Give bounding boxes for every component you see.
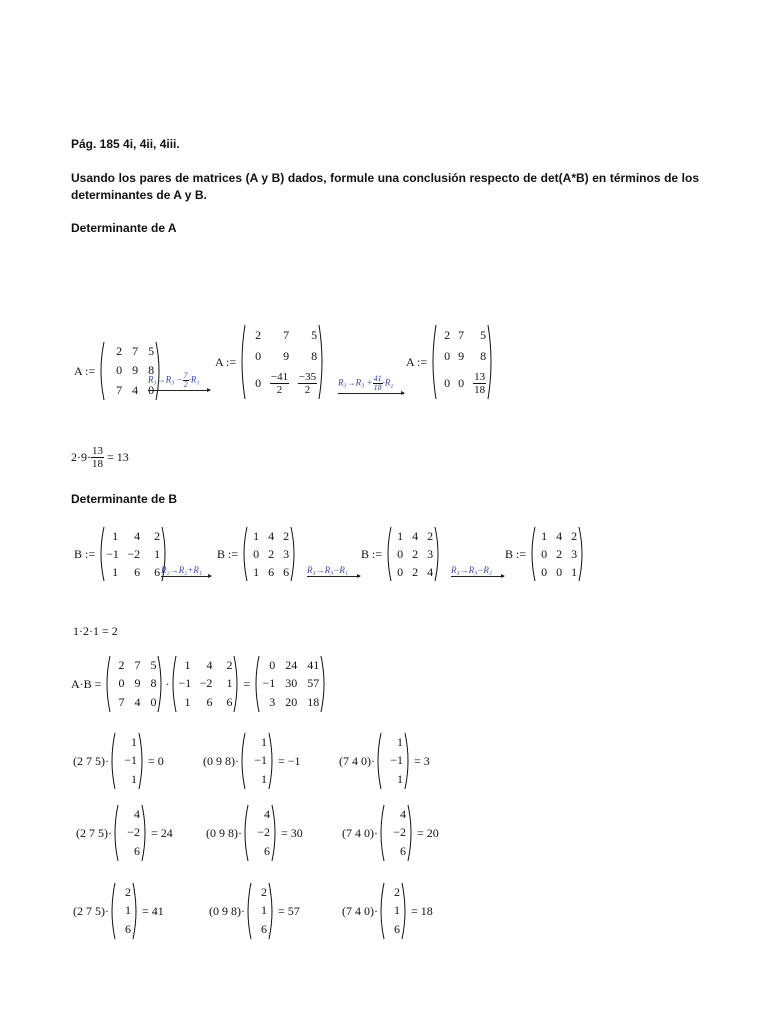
left-paren [239, 732, 246, 790]
product-r2-c2: (0 9 8)· 4 −2 6 = 30 [206, 804, 306, 862]
product-r3-c3: (7 4 0)· 2 1 6 = 18 [342, 882, 436, 940]
section-heading-b: Determinante de B [71, 492, 178, 506]
assign-label: A := [215, 354, 237, 369]
left-paren [375, 732, 382, 790]
right-paren [407, 804, 414, 862]
product-r1-c2: (2 7 5)· 4 −2 6 = 24 [76, 804, 176, 862]
matrix-a: 2 7 5 0 9 8 7 4 0 [104, 655, 164, 713]
right-paren [578, 526, 585, 582]
matrix: 1 4 2 0 2 3 1 6 6 [241, 526, 297, 582]
product-r2-c1: (0 9 8)· 1 −1 1 = −1 [203, 732, 304, 790]
left-paren [241, 526, 248, 582]
right-paren [268, 882, 275, 940]
matrix-b-step2 [358, 526, 441, 582]
left-paren [170, 655, 177, 713]
determinant-b-result: 1·2·1 = 2 [73, 624, 118, 638]
right-paren [233, 655, 240, 713]
row-operation-b3: R₃→R₃−R₂ [451, 565, 504, 577]
right-paren [141, 804, 148, 862]
assign-label: A·B = [71, 676, 102, 691]
left-paren [430, 324, 437, 400]
left-paren [245, 882, 252, 940]
matrix-ab: 0 24 41 −1 30 57 3 20 18 [253, 655, 327, 713]
matrix: 2 7 5 0 9 8 0 $\frac{-41}{2}$ $\frac{-35}{2}$ [239, 324, 325, 400]
matrix: 1 4 2 −1 −2 1 1 6 6 [98, 526, 168, 582]
right-paren [434, 526, 441, 582]
equals-sign: = [243, 676, 251, 691]
matrix-a-original [71, 341, 162, 401]
matrix: 1 4 2 0 2 3 0 2 4 [385, 526, 441, 582]
matrix-a-step1 [212, 324, 325, 400]
left-paren [378, 882, 385, 940]
right-paren [318, 324, 325, 400]
left-paren [109, 732, 116, 790]
assign-label: B := [74, 546, 96, 561]
product-r2-c3: (0 9 8)· 2 1 6 = 57 [209, 882, 303, 940]
right-paren [155, 341, 162, 401]
product-r3-c2: (7 4 0)· 4 −2 6 = 20 [342, 804, 442, 862]
assign-label: A := [406, 354, 428, 369]
left-paren [378, 804, 385, 862]
right-paren [401, 882, 408, 940]
right-paren [157, 655, 164, 713]
right-paren [268, 732, 275, 790]
matrix-b-original [71, 526, 168, 582]
matrix: 2 7 5 0 9 8 0 0 $\frac{13}{18}$ [430, 324, 494, 400]
left-paren [239, 324, 246, 400]
right-paren [404, 732, 411, 790]
left-paren [104, 655, 111, 713]
intro-text: Usando los pares de matrices (A y B) dados, formule una conclusión respecto de det(A*B) en términos de los determinantes de A y B. [71, 171, 699, 202]
matrix-b-step3 [502, 526, 585, 582]
assign-label: B := [361, 546, 383, 561]
left-paren [98, 526, 105, 582]
assign-label: B := [505, 546, 527, 561]
matrix-a-step2 [403, 324, 494, 400]
left-paren [242, 804, 249, 862]
left-paren [529, 526, 536, 582]
matrix: 1 4 2 0 2 3 0 0 1 [529, 526, 585, 582]
row-operation-b2: R₃→R₃−R₁ [307, 565, 360, 577]
left-paren [253, 655, 260, 713]
right-paren [487, 324, 494, 400]
right-paren [132, 882, 139, 940]
row-operation-b1: R₂→R₂+R₁ [161, 565, 211, 577]
left-paren [109, 882, 116, 940]
assign-label: B := [217, 546, 239, 561]
matrix-b-step1 [214, 526, 297, 582]
assign-label: A := [74, 363, 96, 378]
row-operation-a2: R₃→R₃ + $\frac{41}{18}$ ·R₂ [338, 375, 404, 394]
matrix: 2 7 5 0 9 8 7 4 [98, 341, 162, 401]
product-r3-c1: (7 4 0)· 1 −1 1 = 3 [339, 732, 433, 790]
right-paren [138, 732, 145, 790]
matrix-b: 1 4 2 −1 −2 1 1 6 6 [170, 655, 240, 713]
product-r1-c1: (2 7 5)· 1 −1 1 = 0 [73, 732, 167, 790]
left-paren [112, 804, 119, 862]
right-paren [320, 655, 327, 713]
section-heading-a: Determinante de A [71, 221, 177, 235]
left-paren [385, 526, 392, 582]
right-paren [271, 804, 278, 862]
matrix-product: A·B = 2 7 5 0 9 8 7 4 0 · 1 4 2 −1 −2 1 1 6 6 = 0 24 41 −1 30 57 3 20 18 [71, 655, 327, 713]
product-r1-c3: (2 7 5)· 2 1 6 = 41 [73, 882, 167, 940]
row-operation-a1: R₃→R₃ − $\frac{7}{2}$ ·R₁ [148, 372, 210, 391]
determinant-a-result: 2·9· $\frac{13}{18}$ = 13 [71, 444, 129, 470]
right-paren [290, 526, 297, 582]
page-heading: Pág. 185 4i, 4ii, 4iii. [71, 137, 180, 151]
left-paren [98, 341, 105, 401]
